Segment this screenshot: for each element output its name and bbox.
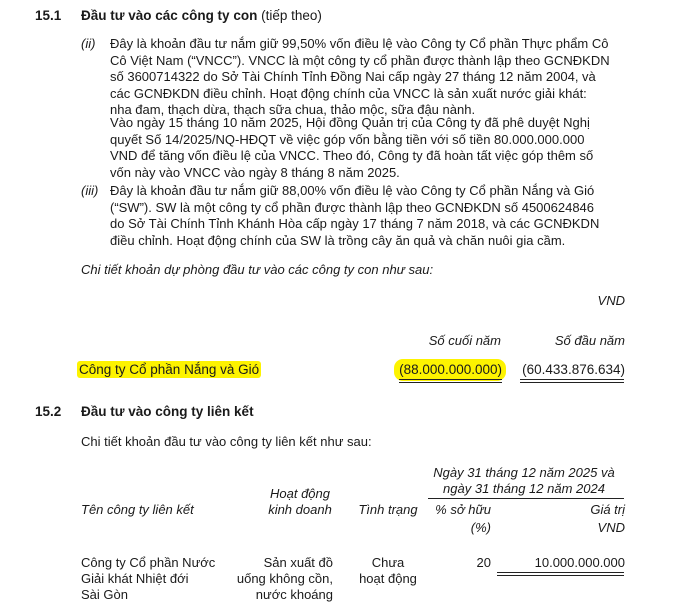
provision-row-opening: (60.433.876.634) [522, 362, 625, 377]
item-ii-line: quyết Số 14/2025/NQ-HĐQT về việc góp vốn bằng tiền với số tiền 80.000.000.000 [110, 131, 585, 147]
date-header-line-2: ngày 31 tháng 12 năm 2024 [443, 481, 605, 496]
item-iii-marker: (iii) [81, 183, 99, 198]
section-15-2-number: 15.2 [35, 404, 62, 419]
associate-ownership: 20 [476, 555, 491, 570]
item-ii-line: Cô Việt Nam (“VNCC”). VNCC là một công ty cổ phần được thành lập theo GCNĐKDN [110, 52, 610, 68]
column-closing-header: Số cuối năm [428, 333, 501, 348]
associate-company-line: Công ty Cổ phần Nước [81, 555, 216, 570]
item-ii-line: Đây là khoản đầu tư nắm giữ 99,50% vốn điều lệ vào Công ty Cổ phần Thực phẩm Cô [110, 36, 609, 51]
opening-double-underline [520, 379, 624, 383]
closing-double-underline [399, 379, 502, 383]
column-value-header: Giá trị [590, 502, 625, 517]
provision-intro: Chi tiết khoản dự phòng đầu tư vào các công ty con như sau: [81, 262, 434, 277]
section-15-1-title: Đầu tư vào các công ty con [81, 8, 258, 23]
associate-activity [237, 555, 333, 603]
section-15-1-number: 15.1 [35, 8, 62, 23]
item-ii-line: vốn này vào VNCC vào ngày 8 tháng 8 năm 2025. [110, 164, 400, 180]
item-ii-line: Vào ngày 15 tháng 10 năm 2025, Hội đồng Quản trị của Công ty đã phê duyệt Nghị [110, 115, 590, 130]
date-header [424, 465, 624, 497]
item-ii-marker: (ii) [81, 36, 96, 51]
section-15-1-heading [81, 8, 322, 23]
column-status-header: Tình trạng [358, 502, 418, 517]
column-opening-header: Số đầu năm [554, 333, 625, 348]
section-15-1-title-suffix: (tiếp theo) [261, 8, 322, 23]
associate-status [352, 555, 424, 587]
column-ownership-unit: (%) [470, 520, 491, 535]
provision-row-closing: (88.000.000.000) [399, 362, 502, 377]
associate-intro: Chi tiết khoản đầu tư vào công ty liên kết như sau: [81, 434, 372, 449]
item-ii-paragraph-2 [110, 115, 593, 181]
item-ii-line: số 3600714322 do Sở Tài Chính Tỉnh Đồng Nai cấp ngày 27 tháng 12 năm 2004, và [110, 69, 596, 84]
item-ii-line: VND để tăng vốn điều lệ của VNCC. Theo đó, Công ty đã hoàn tất việc góp thêm số [110, 148, 594, 163]
item-iii-paragraph [110, 183, 599, 249]
column-value-unit: VND [597, 520, 625, 535]
currency-label: VND [597, 293, 625, 308]
item-iii-line: điều chỉnh. Hoạt động chính của SW là trồng cây ăn quả và chăn nuôi gia cầm. [110, 232, 566, 248]
associate-activity-line: uống không cồn, [236, 571, 333, 586]
item-iii-line: do Sở Tài Chính Tỉnh Khánh Hòa cấp ngày 17 tháng 7 năm 2018, và các GCNĐKDN [110, 216, 600, 231]
associate-company-line: Giải khát Nhiệt đới [81, 571, 189, 586]
associate-company-line: Sài Gòn [81, 587, 128, 602]
item-ii-line: các GCNĐKDN điều chỉnh. Hoạt động chính của VNCC là sản xuất nước giải khát: [110, 85, 587, 101]
item-iii-line: (“SW”). SW là một công ty cổ phần được thành lập theo GCNĐKDN số 4500624846 [110, 199, 595, 215]
column-activity-header [255, 486, 345, 518]
date-header-line-1: Ngày 31 tháng 12 năm 2025 và [433, 465, 615, 480]
associate-status-line: hoạt động [359, 571, 417, 586]
column-ownership-header: % sở hữu [435, 502, 491, 517]
column-company-header: Tên công ty liên kết [81, 502, 194, 517]
column-activity-header-line-2: kinh doanh [268, 502, 332, 517]
associate-company-name [81, 555, 215, 603]
section-15-2-title: Đầu tư vào công ty liên kết [81, 404, 254, 419]
value-double-underline [497, 572, 624, 576]
associate-activity-line: Sản xuất đồ [263, 555, 333, 570]
item-iii-line: Đây là khoản đầu tư nắm giữ 88,00% vốn điều lệ vào Công ty Cổ phần Nắng và Gió [110, 183, 595, 198]
item-ii-line: nha đam, thạch dừa, thạch sữa chua, thảo mộc, sữa đậu nành. [110, 102, 476, 117]
column-activity-header-line-1: Hoạt động [270, 486, 330, 501]
associate-value: 10.000.000.000 [534, 555, 625, 570]
item-ii-paragraph-1 [110, 36, 610, 119]
provision-row-company-text: Công ty Cổ phần Nắng và Gió [79, 362, 260, 377]
date-header-rule [428, 498, 624, 499]
associate-activity-line: nước khoáng [255, 587, 333, 602]
provision-row-company [77, 362, 261, 377]
associate-status-line: Chưa [371, 555, 405, 570]
